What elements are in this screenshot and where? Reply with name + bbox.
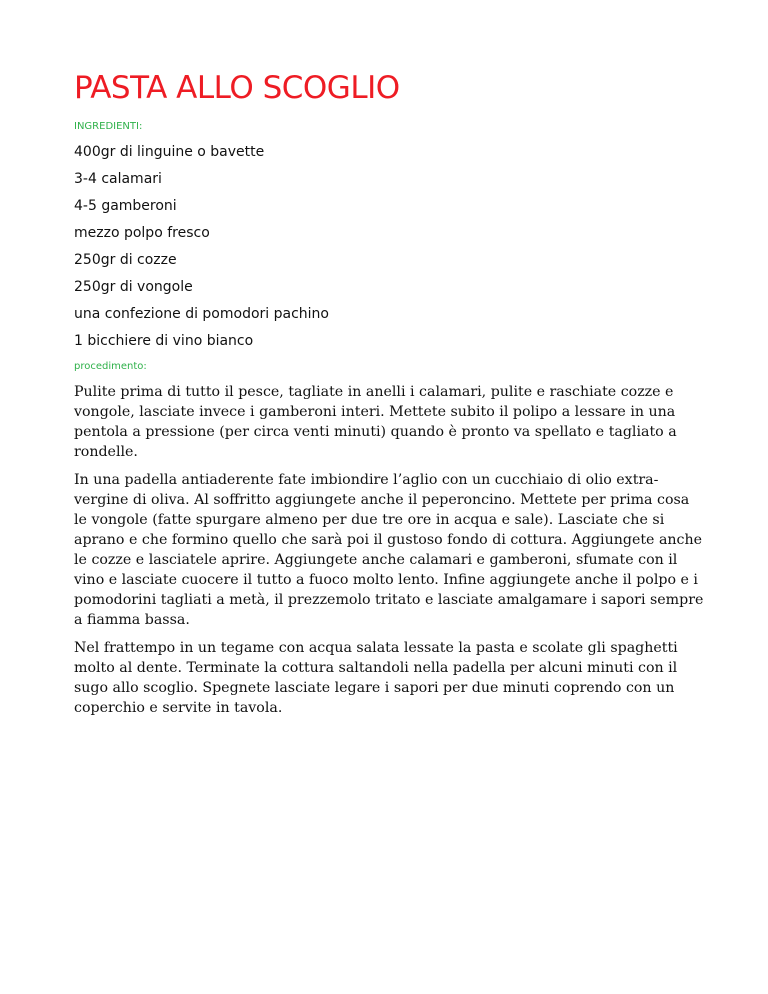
ingredient-item: 4-5 gamberoni bbox=[74, 198, 177, 214]
method-paragraph: Nel frattempo in un tegame con acqua salata lessate la pasta e scolate gli spaghetti molto al dente. Terminate la cottura saltandoli nella padella per alcuni minuti con il sugo allo scoglio. Spegnete lasciate legare i sapori per due minuti coprendo con un coperchio e servite in tavola. bbox=[74, 640, 678, 716]
method-paragraph: In una padella antiaderente fate imbiondire l’aglio con un cucchiaio di olio extra-vergine di oliva. Al soffritto aggiungete anche il peperoncino. Mettete per prima cosa le vongole (fatte spurgare almeno per due tre ore in acqua e sale). Lasciate che si aprano e che formino quello che sarà poi il gustoso fondo di cottura. Aggiungete anche le cozze e lasciatele aprire. Aggiungete anche calamari e gamberoni, sfumate con il vino e lasciate cuocere il tutto a fuoco molto lento. Infine aggiungete anche il polpo e i pomodorini tagliati a metà, il prezzemolo tritato e lasciate amalgamare i sapori sempre a fiamma bassa. bbox=[74, 472, 704, 628]
method-label: procedimento: bbox=[74, 361, 147, 372]
ingredient-item: 250gr di vongole bbox=[74, 279, 193, 295]
ingredient-item: 3-4 calamari bbox=[74, 171, 162, 187]
ingredient-item: 400gr di linguine o bavette bbox=[74, 144, 265, 160]
ingredients-label: INGREDIENTI: bbox=[74, 121, 143, 132]
method-section bbox=[74, 382, 704, 726]
ingredient-item: 1 bicchiere di vino bianco bbox=[74, 333, 254, 349]
method-paragraph: Pulite prima di tutto il pesce, tagliate in anelli i calamari, pulite e raschiate cozze e vongole, lasciate invece i gamberoni interi. Mettete subito il polipo a lessare in una pentola a pressione (per circa venti minuti) quando è pronto va spellato e tagliato a rondelle. bbox=[74, 384, 677, 460]
ingredients-list bbox=[74, 140, 329, 356]
ingredient-item: mezzo polpo fresco bbox=[74, 225, 210, 241]
ingredient-item: una confezione di pomodori pachino bbox=[74, 306, 329, 322]
recipe-title: PASTA ALLO SCOGLIO bbox=[74, 70, 400, 106]
ingredient-item: 250gr di cozze bbox=[74, 252, 177, 268]
